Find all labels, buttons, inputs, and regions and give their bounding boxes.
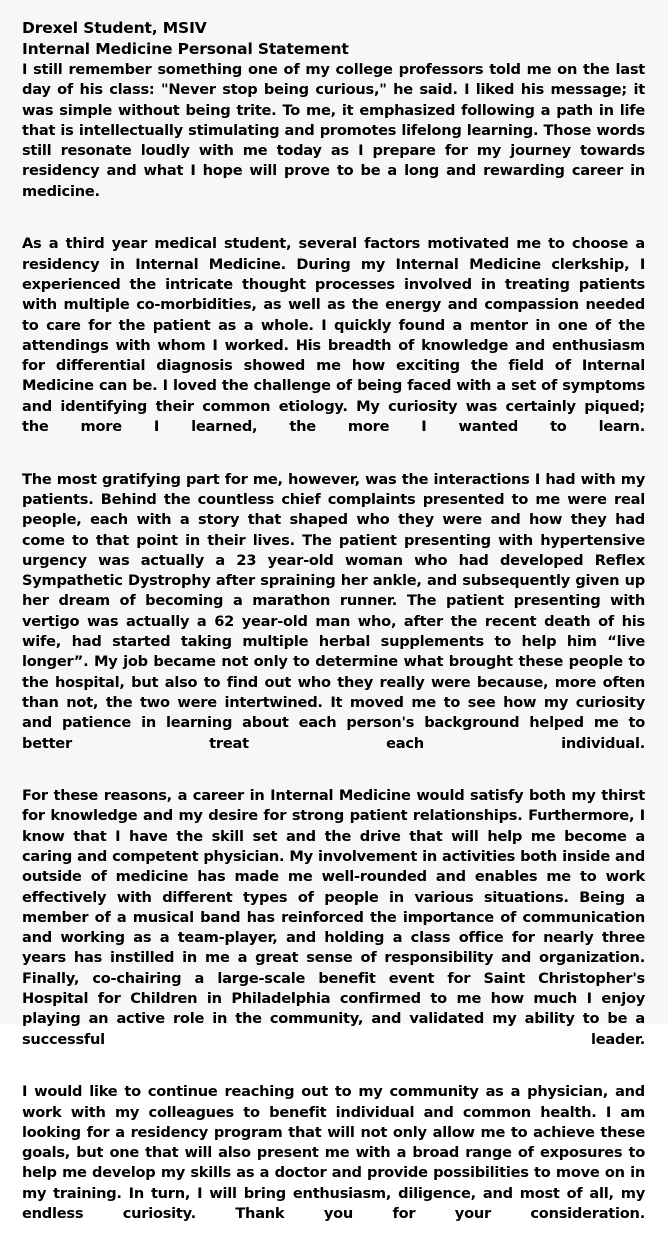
paragraph-3: The most gratifying part for me, however, was the interactions I had with my patients. Behind the countless chief complaints presented to me were real people, each with a story that shaped who they were and how they had come to that point in their lives. The patient presenting with hypertensive urgency was actually a 23 year-old woman who had developed Reflex Sympathetic Dystrophy after spraining her ankle, and subsequently given up her dream of becoming a marathon runner. The patient presenting with vertigo was actually a 62 year-old man who, after the recent death of his wife, had started taking multiple herbal supplements to help him “live longer”. My job became not only to determine what brought these people to the hospital, but also to find out who they really were because, more often than not, the two were intertwined. It moved me to see how my curiosity and patience in learning about each person's background helped me to better treat each individual. bbox=[22, 470, 645, 752]
paragraph-4: For these reasons, a career in Internal Medicine would satisfy both my thirst for knowledge and my desire for strong patient relationships. Furthermore, I know that I have the skill set and the drive that will help me become a caring and competent physician. My involvement in activities both inside and outside of medicine has made me well-rounded and enables me to work effectively with different types of people in various situations. Being a member of a musical band has reinforced the importance of communication and working as a team-player, and holding a class office for nearly three years has instilled in me a great sense of responsibility and organization. Finally, co-chairing a large-scale benefit event for Saint Christopher's Hospital for Children in Philadelphia confirmed to me how much I enjoy playing an active role in the community, and validated my ability to be a successful leader. bbox=[22, 787, 645, 1048]
document-title-line: Internal Medicine Personal Statement bbox=[22, 40, 349, 58]
document-author-line: Drexel Student, MSIV bbox=[22, 19, 207, 37]
paragraph-2: As a third year medical student, several factors motivated me to choose a residency in Internal Medicine. During my Internal Medicine clerkship, I experienced the intricate thought processes involved in treating patients with multiple co-morbidities, as well as the energy and compassion needed to care for the patient as a whole. I quickly found a mentor in one of the attendings with whom I worked. His breadth of knowledge and enthusiasm for differential diagnosis showed me how exciting the field of Internal Medicine can be. I loved the challenge of being faced with a set of symptoms and identifying their common etiology. My curiosity was certainly piqued; the more I learned, the more I wanted to learn. bbox=[22, 235, 645, 436]
paragraph-5: I would like to continue reaching out to my community as a physician, and work with my colleagues to benefit individual and common health. I am looking for a residency program that will not only allow me to achieve these goals, but one that will also present me with a broad range of exposures to help me develop my skills as a doctor and provide possibilities to move on in my training. In turn, I will bring enthusiasm, diligence, and most of all, my endless curiosity. Thank you for your consideration. bbox=[22, 1083, 645, 1223]
document-body bbox=[22, 18, 645, 1245]
paragraph-1: I still remember something one of my college professors told me on the last day of his class: "Never stop being curious," he said. I liked his message; it was simple without being trite. To me, it emphasized following a path in life that is intellectually stimulating and promotes lifelong learning. Those words still resonate loudly with me today as I prepare for my journey towards residency and what I hope will prove to be a long and rewarding career in medicine. bbox=[22, 61, 645, 200]
